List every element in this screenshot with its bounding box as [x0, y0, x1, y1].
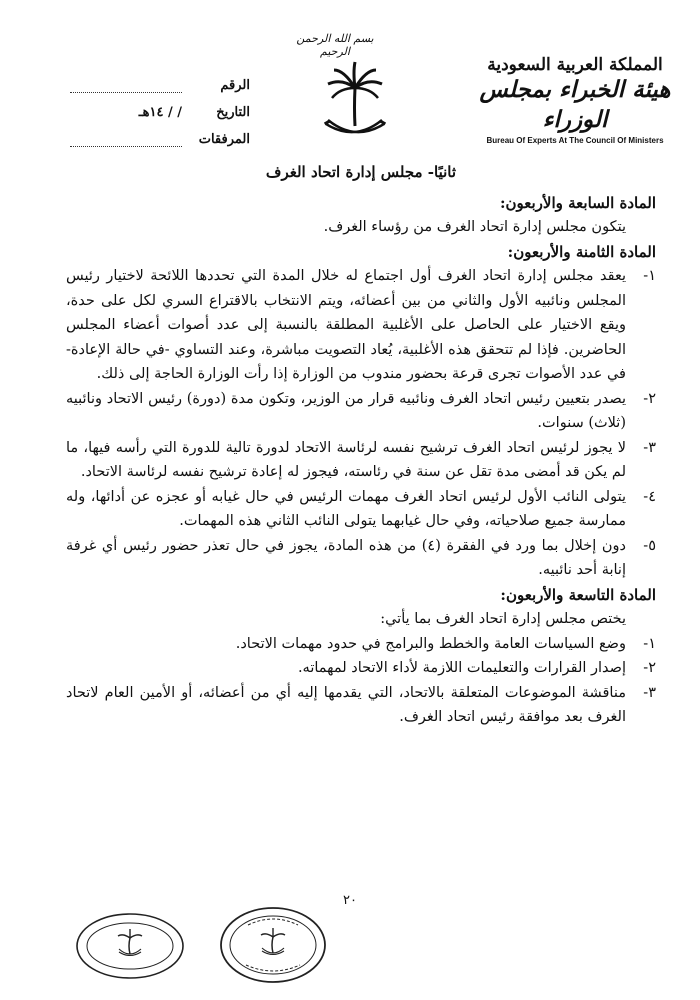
- attachments-label: المرفقات: [198, 132, 250, 147]
- round-seal-stamp-icon: [218, 905, 328, 985]
- article-49-title: المادة التاسعة والأربعون:: [500, 585, 656, 604]
- date-value: / / ١٤هـ: [138, 105, 182, 120]
- item-text: وضع السياسات العامة والخطط والبرامج في حدود مهمات الاتحاد.: [235, 635, 626, 652]
- document-body: [66, 160, 656, 730]
- article-48-item-1: [66, 264, 656, 387]
- palm-swords-emblem-icon: [320, 58, 390, 148]
- item-number: ٤-: [643, 488, 656, 505]
- section-title: ثانيًا- مجلس إدارة اتحاد الغرف: [265, 163, 457, 181]
- article-48-item-5: [66, 534, 656, 583]
- attachments-row: [70, 120, 250, 147]
- item-text: يتولى النائب الأول لرئيس اتحاد الغرف مهمات الرئيس في حال غيابه أو عجزه عن أدائها، وله ممارسة جميع صلاحياته، وفي حال غيابهما يتولى النائب الثاني هذه المهمات.: [66, 488, 626, 529]
- item-text: دون إخلال بما ورد في الفقرة (٤) من هذه المادة، يجوز في حال تعذر حضور رئيس أي غرفة إنابة أحد نائبيه.: [66, 537, 626, 578]
- brand-bureau-arabic: هيئة الخبراء بمجلس الوزراء: [479, 76, 671, 133]
- item-number: ١-: [643, 268, 656, 284]
- item-text: يعقد مجلس إدارة اتحاد الغرف أول اجتماع له خلال المدة التي تحددها اللائحة لاختيار رئيس المجلس ونائبيه الأول والثاني من بين أعضائه، ويتم الانتخاب بالاقتراع السري لكل على حدة، ويقع الاختيار على الحاصل على الأغلبية المطلقة بالنسبة إلى عدد أصوات أعضاء المجلس الحاضرين. فإذا لم تتحقق هذه الأغلبية، يُعاد التصويت مباشرة، وعند التساوي -في حالة الإعادة- في عدد الأصوات تجرى قرعة بحضور مندوب من الوزارة إذا رأت الوزارة الحاجة إلى ذلك.: [66, 268, 626, 382]
- letterhead-brand: [470, 55, 680, 147]
- item-number: ٢-: [643, 660, 656, 676]
- item-text: مناقشة الموضوعات المتعلقة بالاتحاد، التي يقدمها إليه أي من أعضائه، أو الأمين العام لاتحاد الغرف بعد موافقة رئيس اتحاد الغرف.: [66, 684, 626, 725]
- article-49-item-2: [66, 656, 656, 681]
- article-49-intro: يختص مجلس إدارة اتحاد الغرف بما يأتي:: [380, 611, 626, 627]
- item-text: إصدار القرارات والتعليمات اللازمة لأداء الاتحاد لمهماته.: [297, 660, 626, 676]
- ref-row: [70, 66, 250, 93]
- item-number: ٥-: [643, 537, 656, 554]
- item-number: ٣-: [643, 684, 656, 701]
- article-49-item-1: [66, 632, 656, 657]
- attachments-blank: [70, 132, 182, 147]
- oval-seal-stamp-icon: [75, 912, 185, 980]
- brand-bureau-english: Bureau Of Experts At The Council Of Ministers: [486, 136, 664, 145]
- article-48-item-2: [66, 387, 656, 436]
- ref-label: الرقم: [220, 78, 250, 93]
- item-number: ١-: [643, 635, 656, 652]
- date-label: التاريخ: [216, 105, 250, 120]
- item-text: لا يجوز لرئيس اتحاد الغرف ترشيح نفسه لرئاسة الاتحاد لدورة تالية للدورة التي رأسه فيها، ما لم يكن قد أمضى مدة تقل عن سنة في رئاسته، فيجوز له إعادة ترشيح نفسه لرئاسة الاتحاد.: [66, 439, 626, 480]
- article-49-item-3: [66, 681, 656, 730]
- item-number: ٢-: [643, 390, 656, 407]
- page-number: ٢٠: [343, 893, 357, 908]
- brand-country: المملكة العربية السعودية: [487, 55, 663, 75]
- date-row: [70, 93, 250, 120]
- item-number: ٣-: [643, 439, 656, 456]
- article-47-text: يتكون مجلس إدارة اتحاد الغرف من رؤساء الغرف.: [323, 219, 626, 235]
- article-48-item-4: [66, 485, 656, 534]
- article-48-item-3: [66, 436, 656, 485]
- article-47-title: المادة السابعة والأربعون:: [499, 193, 656, 212]
- document-meta: [70, 66, 250, 147]
- article-48-title: المادة الثامنة والأربعون:: [507, 242, 656, 261]
- item-text: يصدر بتعيين رئيس اتحاد الغرف ونائبيه قرار من الوزير، وتكون مدة (دورة) رئيس الاتحاد ونائبيه (ثلاث) سنوات.: [66, 390, 626, 431]
- basmala: بسم الله الرحمن الرحيم: [296, 32, 374, 58]
- ref-blank: [70, 78, 182, 93]
